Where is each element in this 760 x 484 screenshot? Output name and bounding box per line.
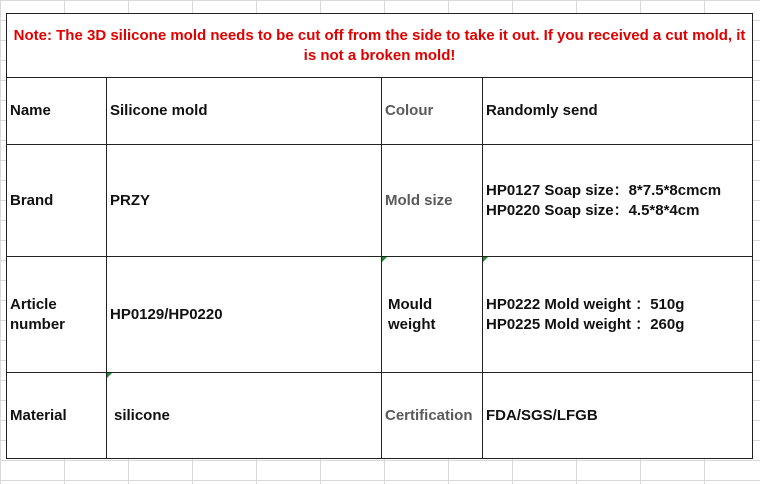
mold-weight-line-1: HP0222 Mold weight ：510g [486,295,685,313]
colour-value: Randomly send [486,102,598,119]
certification-value: FDA/SGS/LFGB [486,406,598,424]
article-number-value-cell[interactable]: HP0129/HP0220 [107,257,382,373]
material-value-cell[interactable]: silicone [107,373,382,459]
table-row [7,257,753,373]
table-row [7,145,753,257]
brand-label-cell[interactable]: Brand [7,145,107,257]
mould-weight-value-cell[interactable] [483,257,753,373]
name-value-cell[interactable]: Silicone mold [107,78,382,145]
mould-weight-label-cell[interactable]: Mould weight [382,257,483,373]
article-number-label-cell[interactable]: Article number [7,257,107,373]
soap-size-line-1: HP0127 Soap size：8*7.5*8cmcm [486,181,722,199]
soap-size-line-2: HP0220 Soap size：4.5*8*4cm [486,201,700,219]
mold-weight-line-2: HP0225 Mold weight ：260g [486,315,685,333]
certification-label-cell[interactable]: Certification [382,373,483,459]
name-label-cell[interactable]: Name [7,78,107,145]
brand-value-cell[interactable]: PRZY [107,145,382,257]
mold-size-value-cell[interactable] [483,145,753,257]
colour-value-cell[interactable] [483,78,753,145]
colour-label-cell[interactable]: Colour [382,78,483,145]
note-cell[interactable]: Note: The 3D silicone mold needs to be cut off from the side to take it out. If you received a cut mold, it is not a broken mold! [7,14,753,78]
certification-value-cell[interactable] [483,373,753,459]
mold-size-label-cell[interactable]: Mold size [382,145,483,257]
material-label-cell[interactable]: Material [7,373,107,459]
note-row [7,14,753,78]
table-row [7,373,753,459]
spec-table [6,13,753,459]
table-row [7,78,753,145]
